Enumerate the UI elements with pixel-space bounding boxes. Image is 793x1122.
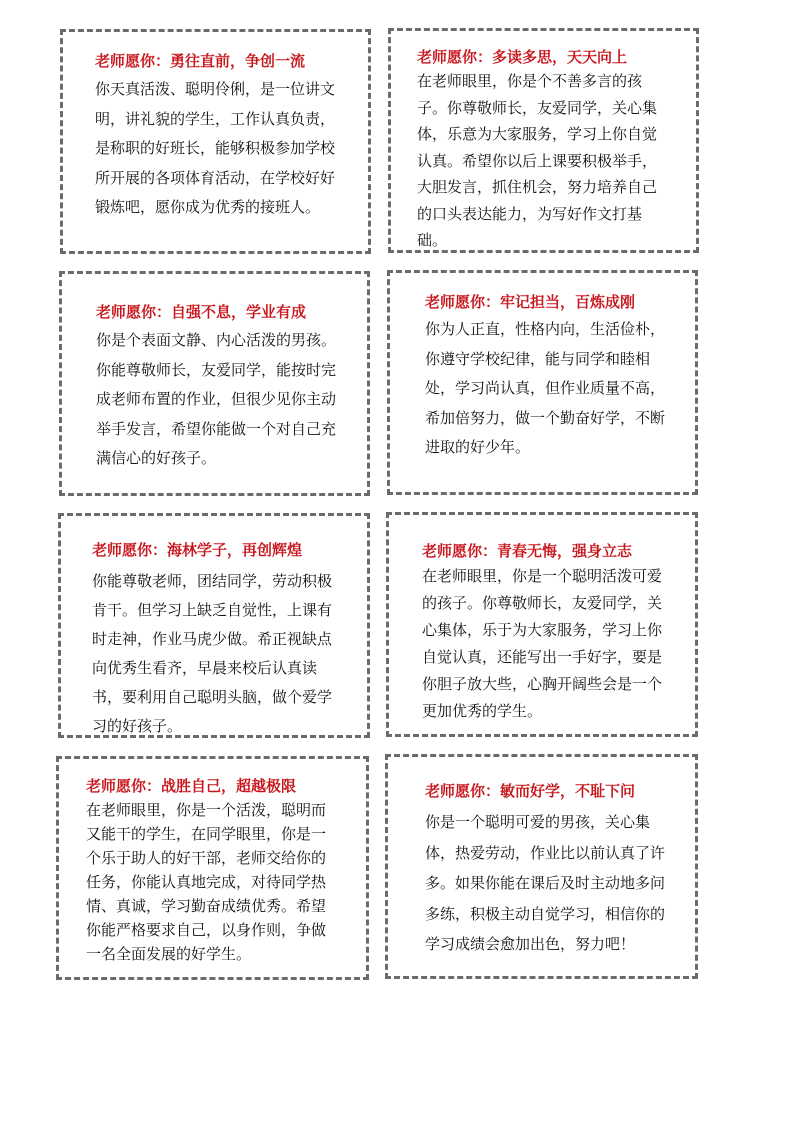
card-line: 多。如果你能在课后及时主动地多问	[425, 874, 666, 892]
card-line: 锻炼吧，愿你成为优秀的接班人。	[95, 198, 321, 216]
card-body	[96, 326, 336, 474]
card-title: 老师愿你：战胜自己，超越极限	[86, 777, 297, 795]
card-line: 认真。希望你以后上课要积极举手，	[417, 151, 658, 170]
wish-card-8	[385, 754, 698, 979]
wish-card-5	[58, 513, 370, 738]
card-line: 的口头表达能力，为写好作文打基	[417, 204, 643, 223]
card-body	[425, 315, 665, 463]
card-body	[92, 567, 332, 741]
card-title: 老师愿你：牢记担当，百炼成刚	[425, 293, 636, 311]
card-line: 一名全面发展的好学生。	[86, 945, 252, 963]
card-line: 时走神，作业马虎少做。希正视缺点	[92, 630, 333, 648]
card-line: 肯干。但学习上缺乏自觉性，上课有	[92, 601, 333, 619]
card-line: 又能干的学生，在同学眼里，你是一	[86, 825, 327, 843]
card-title: 老师愿你：青春无悔，强身立志	[422, 542, 633, 560]
card-body	[422, 563, 662, 725]
card-line: 子。你尊敬师长，友爱同学，关心集	[417, 98, 658, 117]
card-line: 所开展的各项体育活动，在学校好好	[95, 168, 336, 187]
card-line: 希加倍努力，做一个勤奋好学，不断	[425, 408, 666, 427]
card-title: 老师愿你：勇往直前，争创一流	[95, 52, 306, 70]
wish-card-3	[59, 271, 370, 496]
card-line: 向优秀生看齐，早晨来校后认真读	[92, 659, 318, 677]
card-line: 习的好孩子。	[92, 717, 183, 735]
card-line: 体，乐意为大家服务，学习上你自觉	[417, 125, 658, 143]
card-line: 学习成绩会愈加出色，努力吧！	[425, 935, 636, 953]
wish-card-6	[386, 512, 698, 737]
wish-card-2	[388, 28, 699, 253]
card-line: 你是个表面文静、内心活泼的男孩。	[96, 331, 337, 349]
card-line: 在老师眼里，你是个不善多言的孩	[417, 72, 643, 90]
card-body	[417, 68, 657, 254]
card-line: 自觉认真，还能写出一手好字，要是	[422, 648, 663, 666]
card-line: 举手发言，希望你能做一个对自己充	[96, 419, 337, 438]
card-line: 在老师眼里，你是一个活泼，聪明而	[86, 801, 327, 819]
card-line: 础。	[417, 231, 448, 249]
card-line: 是称职的好班长，能够积极参加学校	[95, 139, 336, 157]
card-line: 体，热爱劳动，作业比以前认真了许	[425, 843, 666, 862]
card-body	[86, 798, 326, 966]
card-body	[95, 75, 335, 223]
card-line: 满信心的好孩子。	[96, 449, 217, 467]
card-line: 多练，积极主动自觉学习，相信你的	[425, 904, 666, 923]
card-line: 你遵守学校纪律，能与同学和睦相	[425, 349, 651, 368]
card-line: 个乐于助人的好干部，老师交给你的	[86, 849, 327, 867]
card-line: 情、真诚，学习勤奋成绩优秀。希望	[86, 897, 327, 915]
card-line: 更加优秀的学生。	[422, 702, 543, 720]
card-line: 进取的好少年。	[425, 438, 531, 456]
card-line: 任务，你能认真地完成，对待同学热	[86, 873, 327, 891]
card-line: 你能尊敬老师，团结同学，劳动积极	[92, 572, 333, 590]
card-title: 老师愿你：多读多思，天天向上	[417, 48, 628, 66]
card-line: 你天真活泼、聪明伶俐，是一位讲文	[95, 80, 336, 98]
card-title: 老师愿你：海林学子，再创辉煌	[92, 541, 303, 559]
card-line: 你是一个聪明可爱的男孩，关心集	[425, 813, 651, 831]
card-line: 书，要利用自己聪明头脑，做个爱学	[92, 688, 333, 706]
card-line: 大胆发言，抓住机会，努力培养自己	[417, 178, 658, 196]
card-title: 老师愿你：敏而好学，不耻下问	[425, 782, 636, 800]
wish-card-4	[387, 270, 698, 495]
card-line: 你为人正直，性格内向，生活俭朴，	[425, 320, 666, 338]
card-line: 的孩子。你尊敬师长，友爱同学，关	[422, 594, 663, 612]
card-line: 在老师眼里，你是一个聪明活泼可爱	[422, 567, 663, 585]
card-line: 处，学习尚认真，但作业质量不高，	[425, 379, 666, 397]
card-line: 明，讲礼貌的学生，工作认真负责，	[95, 109, 336, 128]
card-line: 心集体，乐于为大家服务，学习上你	[422, 621, 663, 639]
card-title: 老师愿你：自强不息，学业有成	[96, 303, 307, 321]
card-line: 你胆子放大些，心胸开阔些会是一个	[422, 675, 663, 693]
wish-card-1	[60, 29, 371, 254]
wish-card-7	[56, 756, 369, 980]
card-line: 你能严格要求自己，以身作则，争做	[86, 921, 327, 939]
card-line: 成老师布置的作业，但很少见你主动	[96, 390, 337, 408]
card-line: 你能尊敬师长，友爱同学，能按时完	[96, 360, 337, 379]
card-body	[425, 807, 665, 960]
